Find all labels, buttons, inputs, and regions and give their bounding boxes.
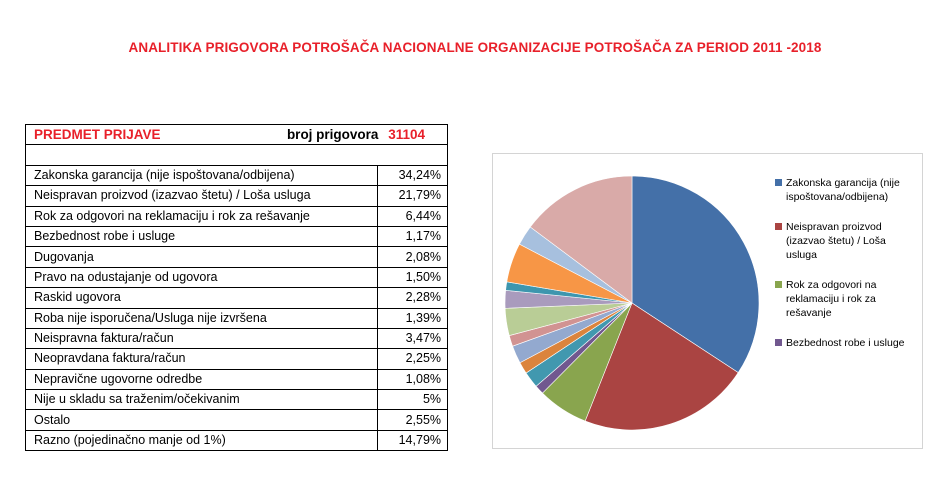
row-label: Razno (pojedinačno manje od 1%) bbox=[26, 430, 378, 450]
legend-label: Neispravan proizvod (izazvao štetu) / Loša usluga bbox=[786, 221, 886, 261]
legend-item bbox=[775, 336, 915, 350]
chart-legend bbox=[775, 176, 915, 366]
table-row bbox=[26, 369, 448, 389]
row-label: Ostalo bbox=[26, 410, 378, 430]
table-row bbox=[26, 410, 448, 430]
table-row bbox=[26, 247, 448, 267]
table-row bbox=[26, 165, 448, 185]
row-label: Neopravdana faktura/račun bbox=[26, 349, 378, 369]
table-row bbox=[26, 328, 448, 348]
legend-label: Bezbednost robe i usluge bbox=[786, 337, 905, 349]
subject-header: PREDMET PRIJAVE bbox=[34, 127, 161, 143]
legend-swatch bbox=[775, 281, 782, 288]
table-row bbox=[26, 308, 448, 328]
row-label: Zakonska garancija (nije ispoštovana/odbijena) bbox=[26, 165, 378, 185]
row-label: Dugovanja bbox=[26, 247, 378, 267]
table-row bbox=[26, 430, 448, 450]
row-value: 14,79% bbox=[378, 430, 448, 450]
table-header-cell bbox=[26, 125, 448, 145]
row-value: 1,08% bbox=[378, 369, 448, 389]
row-label: Rok za odgovori na reklamaciju i rok za rešavanje bbox=[26, 206, 378, 226]
row-label: Bezbednost robe i usluge bbox=[26, 226, 378, 246]
row-value: 2,08% bbox=[378, 247, 448, 267]
row-label: Nepravične ugovorne odredbe bbox=[26, 369, 378, 389]
table-row bbox=[26, 226, 448, 246]
table-row bbox=[26, 206, 448, 226]
row-value: 2,25% bbox=[378, 349, 448, 369]
count-label: broj prigovora bbox=[286, 127, 379, 143]
row-value: 6,44% bbox=[378, 206, 448, 226]
table-row bbox=[26, 390, 448, 410]
table-header-row bbox=[26, 125, 448, 145]
row-label: Roba nije isporučena/Usluga nije izvršena bbox=[26, 308, 378, 328]
legend-item bbox=[775, 278, 915, 320]
row-value: 2,28% bbox=[378, 288, 448, 308]
row-value: 21,79% bbox=[378, 186, 448, 206]
table-row bbox=[26, 267, 448, 287]
count-value: 31104 bbox=[388, 127, 426, 143]
row-label: Nije u skladu sa traženim/očekivanim bbox=[26, 390, 378, 410]
legend-swatch bbox=[775, 223, 782, 230]
table-row bbox=[26, 349, 448, 369]
legend-label: Rok za odgovori na reklamaciju i rok za rešavanje bbox=[786, 279, 877, 319]
row-value: 1,17% bbox=[378, 226, 448, 246]
legend-item bbox=[775, 220, 915, 262]
row-value: 3,47% bbox=[378, 328, 448, 348]
table-row bbox=[26, 186, 448, 206]
legend-swatch bbox=[775, 339, 782, 346]
row-label: Neispravan proizvod (izazvao štetu) / Loša usluga bbox=[26, 186, 378, 206]
blank-row bbox=[26, 145, 448, 165]
row-label: Raskid ugovora bbox=[26, 288, 378, 308]
legend-swatch bbox=[775, 179, 782, 186]
row-value: 2,55% bbox=[378, 410, 448, 430]
row-value: 34,24% bbox=[378, 165, 448, 185]
pie-chart-panel bbox=[492, 153, 923, 449]
page-title: ANALITIKA PRIGOVORA POTROŠAČA NACIONALNE ORGANIZACIJE POTROŠAČA ZA PERIOD 2011 -2018 bbox=[128, 40, 822, 55]
row-value: 1,50% bbox=[378, 267, 448, 287]
row-label: Pravo na odustajanje od ugovora bbox=[26, 267, 378, 287]
legend-label: Zakonska garancija (nije ispoštovana/odbijena) bbox=[786, 177, 900, 203]
row-value: 5% bbox=[378, 390, 448, 410]
blank-cell bbox=[26, 145, 448, 165]
table-row bbox=[26, 288, 448, 308]
row-label: Neispravna faktura/račun bbox=[26, 328, 378, 348]
legend-item bbox=[775, 176, 915, 204]
row-value: 1,39% bbox=[378, 308, 448, 328]
complaints-table bbox=[25, 124, 448, 451]
